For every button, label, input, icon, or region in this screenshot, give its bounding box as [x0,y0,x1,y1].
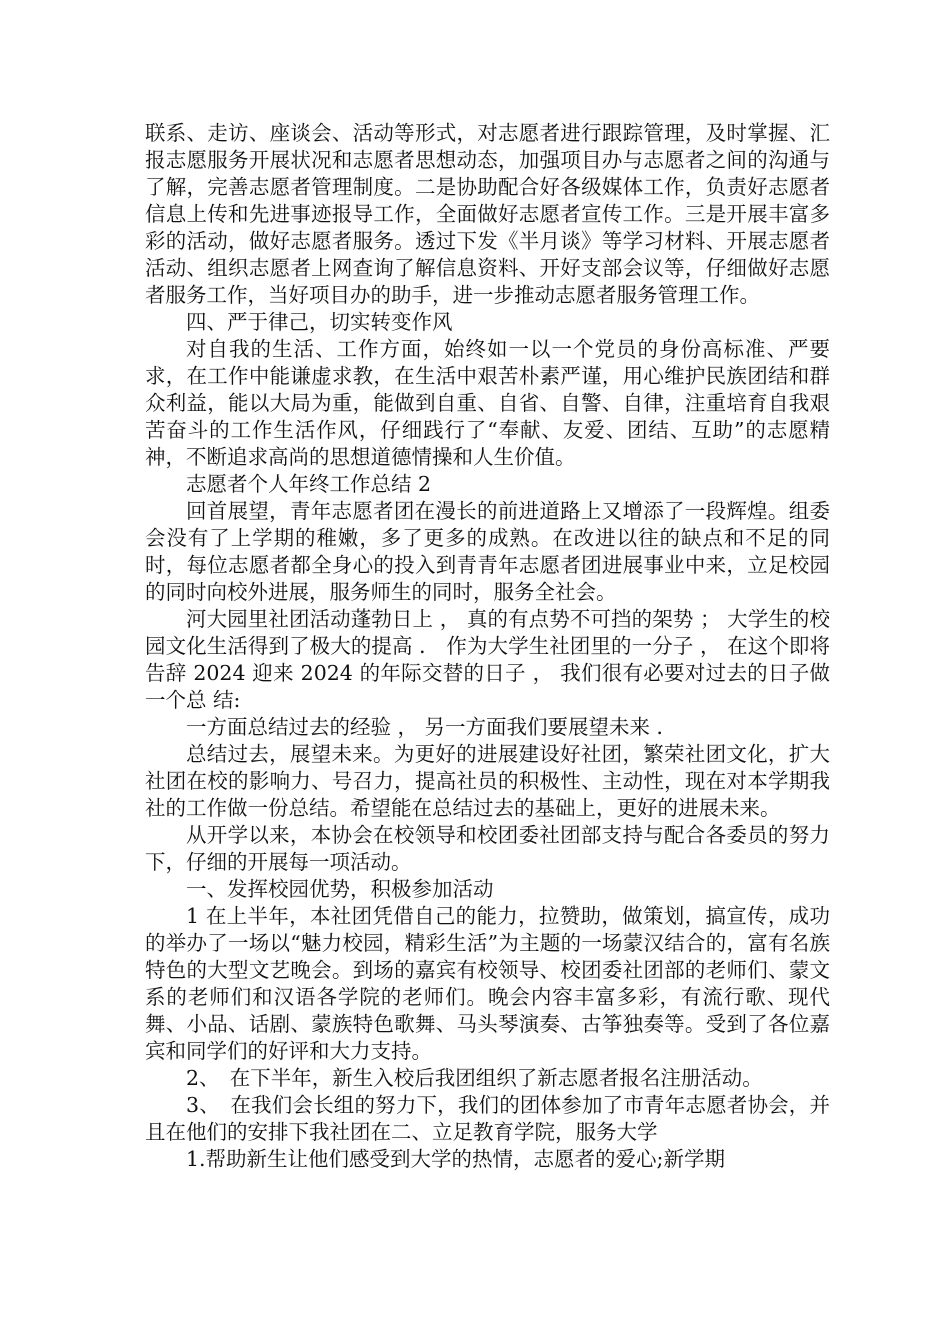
paragraph-4: 河大园里社团活动蓬勃日上 ， 真的有点势不可挡的架势 ； 大学生的校园文化生活得到了极大的提高 ． 作为大学生社团里的一分子 ， 在这个即将告辞 2024 迎来 2024 的年际交替的日子 ， 我们很有必要对过去的日子做一个总 结: [145,607,830,712]
paragraph-10: 3、 在我们会长组的努力下，我们的团体参加了市青年志愿者协会，并且在他们的安排下我社团在二、立足教育学院，服务大学 [145,1093,830,1144]
document-title-2: 志愿者个人年终工作总结 2 [186,472,432,496]
paragraph-7: 从开学以来，本协会在校领导和校团委社团部支持与配合各委员的努力下，仔细的开展每一项活动。 [145,823,830,874]
paragraph-8: 1 在上半年，本社团凭借自己的能力，拉赞助，做策划，搞宣传，成功的举办了一场以“魅力校园，精彩生活”为主题的一场蒙汉结合的，富有名族特色的大型文艺晚会。到场的嘉宾有校领导、校团委社团部的老师们、蒙文系的老师们和汉语各学院的老师们。晚会内容丰富多彩，有流行歌、现代舞、小品、话剧、蒙族特色歌舞、马头琴演奏、古筝独奏等。受到了各位嘉宾和同学们的好评和大力支持。 [145,904,830,1063]
paragraph-3: 回首展望，青年志愿者团在漫长的前进道路上又增添了一段辉煌。组委会没有了上学期的稚嫩，多了更多的成熟。在改进以往的缺点和不足的同时，每位志愿者都全身心的投入到青青年志愿者团进展事业中来，立足校园的同时向校外进展，服务师生的同时，服务全社会。 [145,499,830,604]
paragraph-9: 2、 在下半年，新生入校后我团组织了新志愿者报名注册活动。 [186,1066,763,1090]
paragraph-1: 联系、走访、座谈会、活动等形式，对志愿者进行跟踪管理，及时掌握、汇报志愿服务开展状况和志愿者思想动态，加强项目办与志愿者之间的沟通与了解，完善志愿者管理制度。二是协助配合好各级媒体工作，负责好志愿者信息上传和先进事迹报导工作，全面做好志愿者宣传工作。三是开展丰富多彩的活动，做好志愿者服务。透过下发《半月谈》等学习材料、开展志愿者活动、组织志愿者上网查询了解信息资料、开好支部会议等，仔细做好志愿者服务工作，当好项目办的助手，进一步推动志愿者服务管理工作。 [145,121,830,307]
document-body [145,120,830,1173]
section-heading-1: 一、发挥校园优势，积极参加活动 [186,877,494,901]
paragraph-6: 总结过去，展望未来。为更好的进展建设好社团，繁荣社团文化，扩大社团在校的影响力、号召力，提高社员的积极性、主动性，现在对本学期我社的工作做一份总结。希望能在总结过去的基础上，更好的进展未来。 [145,742,830,820]
paragraph-11: 1.帮助新生让他们感受到大学的热情，志愿者的爱心;新学期 [186,1147,725,1171]
paragraph-2: 对自我的生活、工作方面，始终如一以一个党员的身份高标准、严要求，在工作中能谦虚求教，在生活中艰苦朴素严谨，用心维护民族团结和群众利益，能以大局为重，能做到自重、自省、自警、自律，注重培育自我艰苦奋斗的工作生活作风，仔细践行了“奉献、友爱、团结、互助”的志愿精神，不断追求高尚的思想道德情操和人生价值。 [145,337,830,469]
section-heading-4: 四、严于律己，切实转变作风 [186,310,453,334]
paragraph-5: 一方面总结过去的经验 ， 另一方面我们要展望未来 ． [186,715,678,739]
